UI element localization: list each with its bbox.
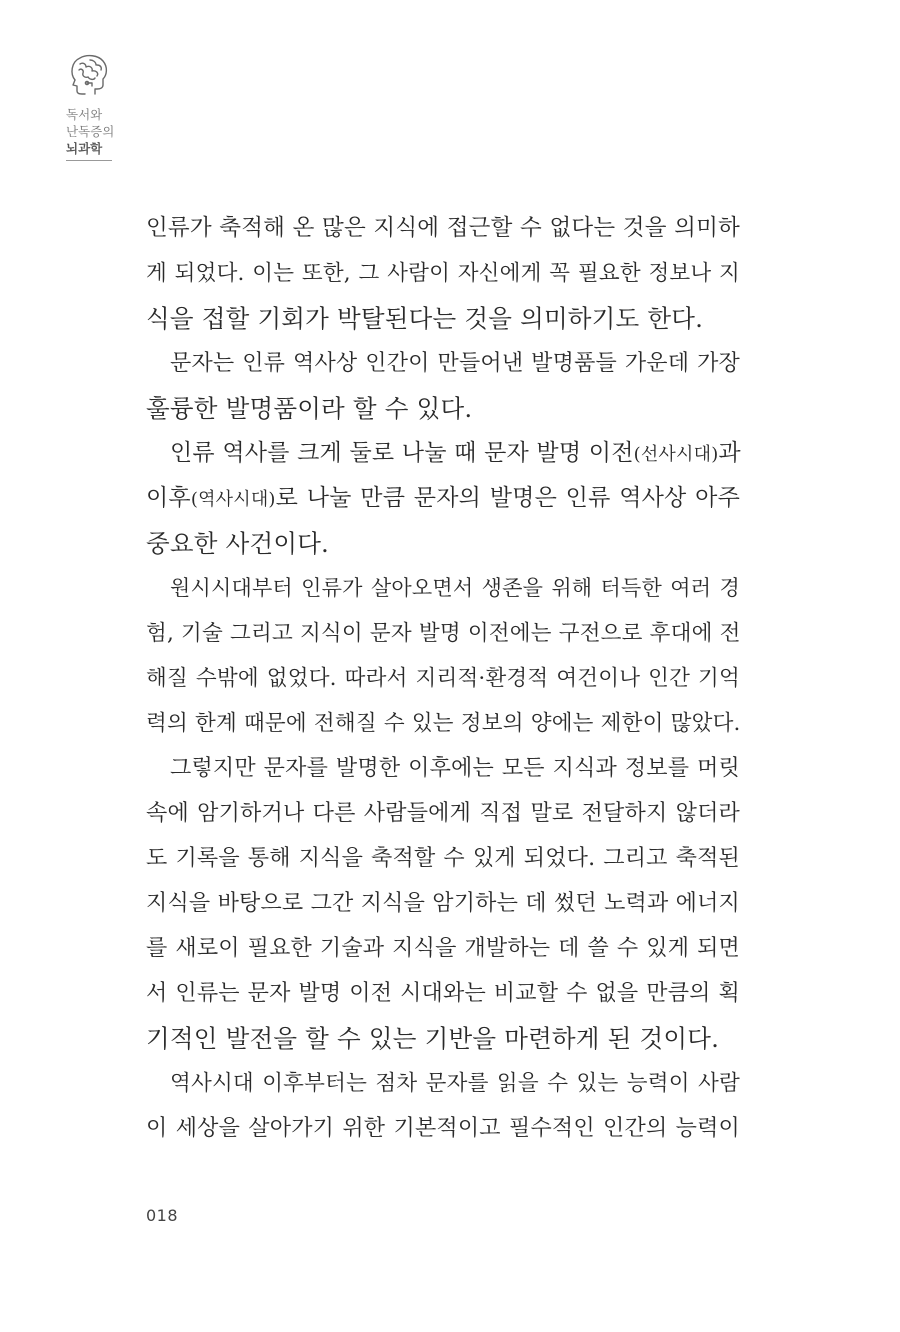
parenthetical-note: (역사시대) — [190, 489, 276, 510]
series-title-line-2: 난독증의 — [66, 124, 115, 139]
text-line: 중요한 사건이다. — [146, 529, 330, 558]
paragraph — [146, 1061, 740, 1151]
body-text — [146, 206, 740, 1151]
text-line: 문자는 인류 역사상 인간이 만들어낸 발명품들 가운데 가장 — [170, 351, 740, 376]
text-line: 지식을 바탕으로 그간 지식을 암기하는 데 썼던 노력과 에너지 — [146, 891, 740, 916]
series-title-line-3: 뇌과학 — [66, 141, 103, 156]
page-number: 018 — [146, 1206, 179, 1225]
text-line: 훌륭한 발명품이라 할 수 있다. — [146, 394, 473, 423]
text-line: 기적인 발전을 할 수 있는 기반을 마련하게 된 것이다. — [146, 1024, 720, 1053]
text-line: 력의 한계 때문에 전해질 수 있는 정보의 양에는 제한이 많았다. — [146, 711, 741, 736]
text-line: 해질 수밖에 없었다. 따라서 지리적·환경적 여건이나 인간 기억 — [146, 666, 740, 691]
text-segment: 과 — [718, 440, 741, 466]
running-header — [66, 52, 146, 161]
text-line: 속에 암기하거나 다른 사람들에게 직접 말로 전달하지 않더라 — [146, 801, 740, 826]
paragraph — [146, 206, 740, 341]
text-line: 서 인류는 문자 발명 이전 시대와는 비교할 수 없을 만큼의 획 — [146, 981, 740, 1006]
text-line — [146, 476, 740, 521]
text-line: 게 되었다. 이는 또한, 그 사람이 자신에게 꼭 필요한 정보나 지 — [146, 261, 740, 286]
text-line: 험, 기술 그리고 지식이 문자 발명 이전에는 구전으로 후대에 전 — [146, 621, 741, 646]
text-line: 도 기록을 통해 지식을 축적할 수 있게 되었다. 그리고 축적된 — [146, 846, 740, 871]
series-title-underline — [66, 160, 112, 161]
text-line — [146, 431, 740, 476]
parenthetical-note: (선사시대) — [633, 444, 719, 465]
paragraph — [146, 341, 740, 431]
brain-head-icon — [66, 52, 112, 98]
text-line: 원시시대부터 인류가 살아오면서 생존을 위해 터득한 여러 경 — [170, 576, 740, 600]
text-segment: 이후 — [146, 485, 191, 511]
paragraph — [146, 746, 740, 1061]
paragraph — [146, 566, 740, 746]
text-line: 역사시대 이후부터는 점차 문자를 읽을 수 있는 능력이 사람 — [170, 1071, 740, 1096]
text-segment: 로 나눌 만큼 문자의 발명은 인류 역사상 아주 — [275, 485, 740, 511]
text-line: 인류가 축적해 온 많은 지식에 접근할 수 없다는 것을 의미하 — [146, 215, 740, 241]
text-segment: 인류 역사를 크게 둘로 나눌 때 문자 발명 이전 — [170, 440, 634, 466]
text-line: 식을 접할 기회가 박탈된다는 것을 의미하기도 한다. — [146, 304, 704, 333]
text-line: 이 세상을 살아가기 위한 기본적이고 필수적인 인간의 능력이 — [146, 1116, 740, 1141]
series-title — [66, 106, 146, 161]
series-title-line-1: 독서와 — [66, 107, 103, 122]
text-line: 그렇지만 문자를 발명한 이후에는 모든 지식과 정보를 머릿 — [170, 756, 740, 781]
paragraph — [146, 431, 740, 566]
text-line: 를 새로이 필요한 기술과 지식을 개발하는 데 쓸 수 있게 되면 — [146, 936, 740, 961]
